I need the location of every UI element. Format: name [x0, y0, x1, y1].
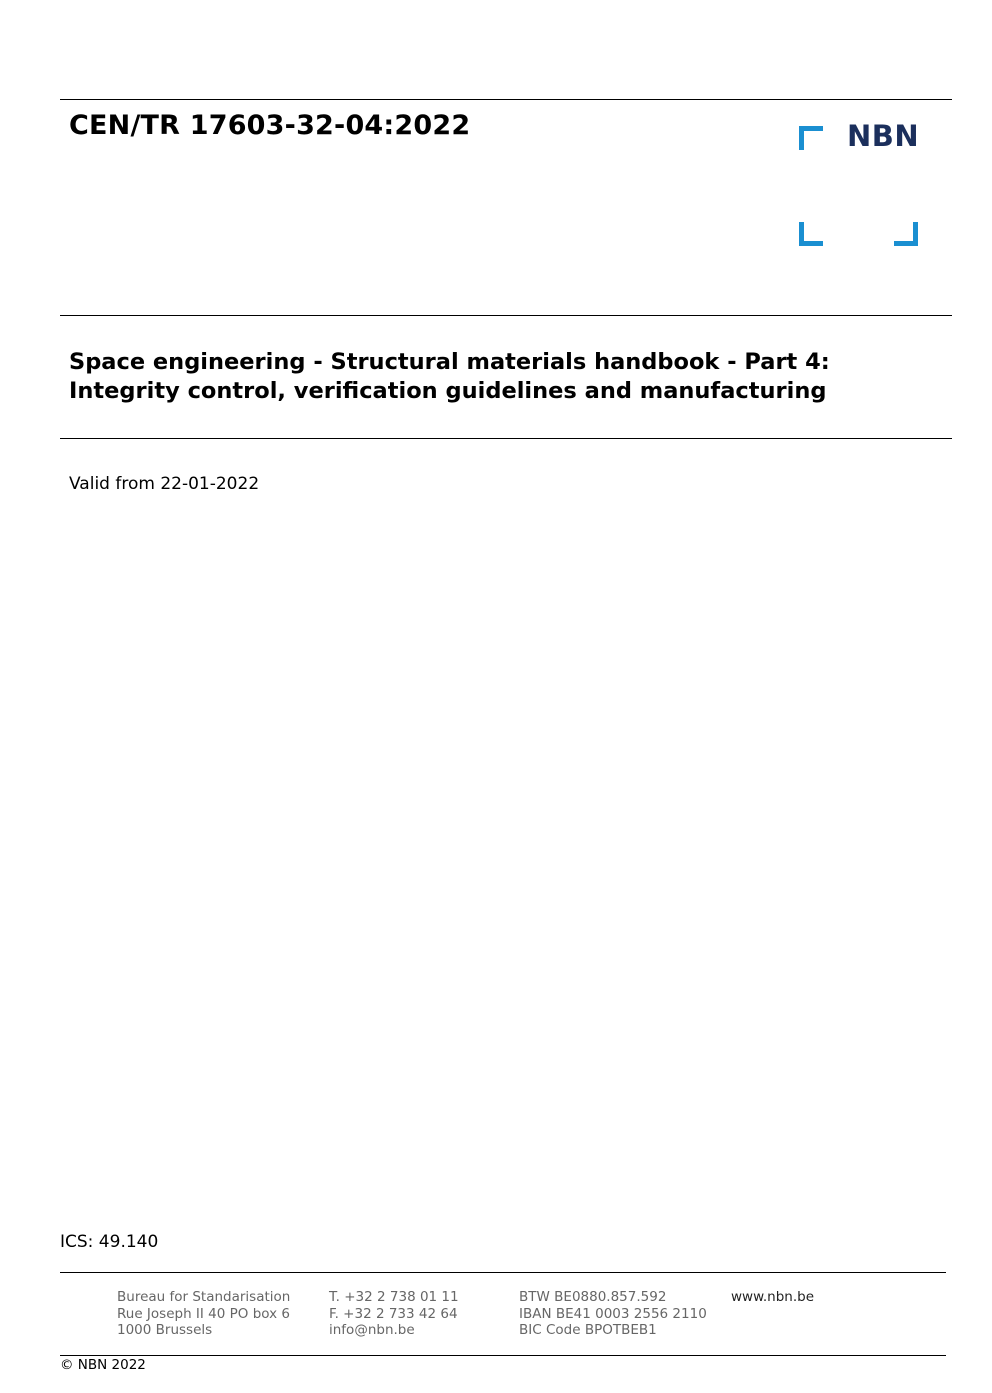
copyright-notice: © NBN 2022: [60, 1357, 146, 1373]
footer-bank: [519, 1289, 707, 1339]
title-line-1: Space engineering - Structural materials handbook - Part 4:: [69, 349, 830, 375]
top-rule: [60, 99, 952, 100]
address-line: Bureau for Standarisation: [117, 1289, 291, 1305]
address-line: 1000 Brussels: [117, 1322, 213, 1338]
title-line-2: Integrity control, verification guidelines and manufacturing: [69, 378, 827, 404]
iban-number: IBAN BE41 0003 2556 2110: [519, 1305, 707, 1322]
address-line: Rue Joseph II 40 PO box 6: [117, 1305, 290, 1322]
ics-code: ICS: 49.140: [60, 1232, 159, 1252]
footer-top-rule: [60, 1272, 946, 1273]
vat-number: BTW BE0880.857.592: [519, 1289, 667, 1305]
document-number: CEN/TR 17603-32-04:2022: [69, 110, 471, 141]
email-link[interactable]: info@nbn.be: [329, 1322, 415, 1338]
logo-wordmark: NBN: [847, 119, 920, 153]
valid-from-date: Valid from 22-01-2022: [69, 474, 260, 494]
footer-bottom-rule: [60, 1355, 946, 1356]
title-bottom-rule: [60, 438, 952, 439]
title-top-rule: [60, 315, 952, 316]
footer-contact: [329, 1289, 459, 1339]
document-title: [69, 348, 929, 406]
footer-address: [117, 1289, 290, 1339]
website-link[interactable]: www.nbn.be: [731, 1289, 815, 1305]
fax-number: F. +32 2 733 42 64: [329, 1305, 458, 1322]
phone-number: T. +32 2 738 01 11: [329, 1289, 459, 1305]
bic-code: BIC Code BPOTBEB1: [519, 1322, 657, 1338]
